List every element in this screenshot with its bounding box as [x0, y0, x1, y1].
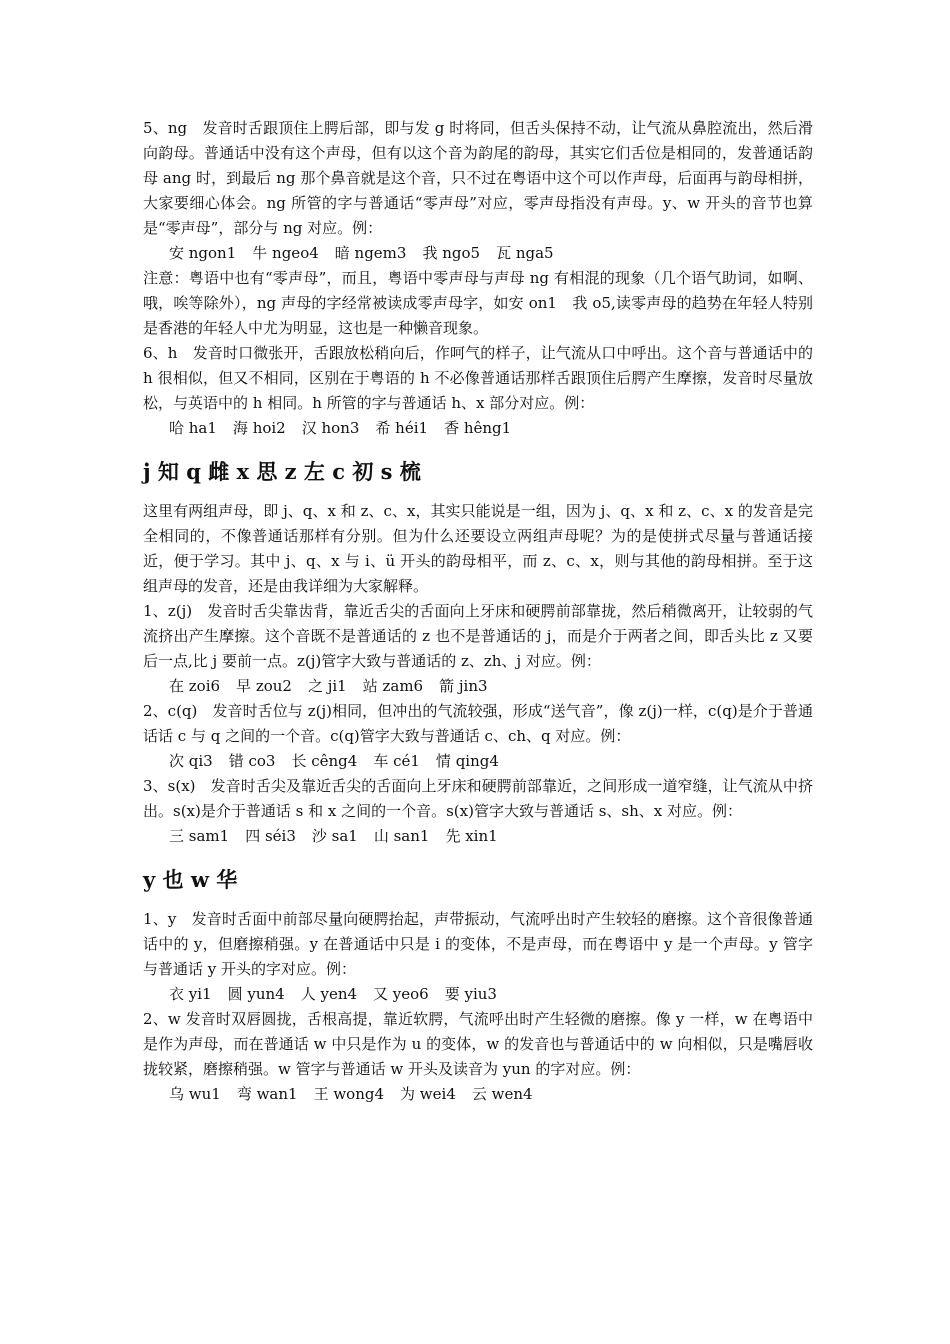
example-item: 海 hoi2 [232, 419, 286, 437]
example-line-y [143, 982, 813, 1007]
example-line-sx [143, 824, 813, 849]
example-item: 站 zam6 [362, 677, 424, 695]
example-item: 我 ngo5 [422, 244, 481, 262]
example-item: 暗 ngem3 [334, 244, 407, 262]
example-item: 三 sam1 [169, 827, 230, 845]
example-item: 在 zoi6 [169, 677, 221, 695]
paragraph-sx: 3、s(x) 发音时舌尖及靠近舌尖的舌面向上牙床和硬腭前部靠近，之间形成一道窄缝，让气流从中挤出。s(x)是介于普通话 s 和 x 之间的一个音。s(x)管字大致与普通话 s、sh、x 对应。例： [143, 777, 813, 820]
example-item: 四 séi3 [245, 827, 296, 845]
example-item: 哈 ha1 [169, 419, 217, 437]
example-item: 安 ngon1 [169, 244, 237, 262]
example-item: 错 co3 [228, 752, 276, 770]
example-item: 希 héi1 [375, 419, 429, 437]
paragraph-ng: 5、ng 发音时舌跟顶住上腭后部，即与发 g 时将同，但舌头保持不动，让气流从鼻腔流出，然后滑向韵母。普通话中没有这个声母，但有以这个音为韵尾的韵母，其实它们舌位是相同的，发普通话韵母 ang 时，到最后 ng 那个鼻音就是这个音，只不过在粤语中这个可以作声母，后面再与韵母相拼，大家要细心体会。ng 所管的字与普通话“零声母”对应，零声母指没有声母。y、w 开头的音节也算是“零声母”，部分与 ng 对应。例： [143, 119, 813, 237]
example-item: 衣 yi1 [169, 985, 212, 1003]
example-line-h [143, 416, 813, 441]
example-item: 云 wen4 [471, 1085, 533, 1103]
example-item: 香 hêng1 [444, 419, 512, 437]
paragraph-note: 注意：粤语中也有“零声母”，而且，粤语中零声母与声母 ng 有相混的现象（几个语气助词，如啊、哦，唉等除外），ng 声母的字经常被读成零声母字，如安 on1 我 o5,读零声母的趋势在年轻人特别是香港的年轻人中尤为明显，这也是一种懒音现象。 [143, 269, 813, 337]
paragraph-intro: 这里有两组声母，即 j、q、x 和 z、c、x，其实只能说是一组，因为 j、q、x 和 z、c、x 的发音是完全相同的，不像普通话那样有分别。但为什么还要设立两组声母呢？为的是使拼式尽量与普通话接近，便于学习。其中 j、q、x 与 i、ü 开头的韵母相平，而 z、c、x，则与其他的韵母相拼。至于这组声母的发音，还是由我详细为大家解释。 [143, 502, 813, 595]
example-line-zj [143, 674, 813, 699]
example-item: 早 zou2 [236, 677, 292, 695]
example-item: 乌 wu1 [169, 1085, 221, 1103]
paragraph-zj: 1、z(j) 发音时舌尖靠齿背，靠近舌尖的舌面向上牙床和硬腭前部靠拢，然后稍微离开，让较弱的气流挤出产生摩擦。这个音既不是普通话的 z 也不是普通话的 j，而是介于两者之间，即舌头比 z 又要后一点,比 j 要前一点。z(j)管字大致与普通话的 z、zh、j 对应。例： [143, 602, 813, 670]
example-item: 圆 yun4 [227, 985, 285, 1003]
paragraph-cq: 2、c(q) 发音时舌位与 z(j)相同，但冲出的气流较强，形成“送气音”，像 z(j)一样，c(q)是介于普通话话 c 与 q 之间的一个音。c(q)管字大致与普通话 c、ch、q 对应。例： [143, 702, 813, 745]
example-item: 先 xin1 [445, 827, 498, 845]
example-item: 为 wei4 [400, 1085, 456, 1103]
example-item: 山 san1 [373, 827, 430, 845]
example-item: 要 yiu3 [444, 985, 497, 1003]
example-item: 次 qi3 [169, 752, 213, 770]
example-item: 车 cé1 [373, 752, 420, 770]
paragraph-h: 6、h 发音时口微张开，舌跟放松稍向后，作呵气的样子，让气流从口中呼出。这个音与普通话中的 h 很相似，但又不相同，区别在于粤语的 h 不必像普通话那样舌跟顶住后腭产生摩擦，发音时尽量放松，与英语中的 h 相同。h 所管的字与普通话 h、x 部分对应。例： [143, 344, 813, 412]
example-item: 情 qing4 [435, 752, 499, 770]
example-line-ng [143, 241, 813, 266]
paragraph-w: 2、w 发音时双唇圆拢，舌根高提，靠近软腭，气流呼出时产生轻微的磨擦。像 y 一样，w 在粤语中是作为声母，而在普通话 w 中只是作为 u 的变体，w 的发音也与普通话中的 w 向相似，只是嘴唇收拢较紧，磨擦稍强。w 管字与普通话 w 开头及读音为 yun 的字对应。例： [143, 1010, 813, 1078]
example-item: 人 yen4 [300, 985, 358, 1003]
example-line-cq [143, 749, 813, 774]
example-item: 牛 ngeo4 [252, 244, 319, 262]
example-item: 弯 wan1 [236, 1085, 298, 1103]
section-heading-yw: y 也 w 华 [143, 867, 238, 892]
example-item: 之 ji1 [307, 677, 347, 695]
example-item: 沙 sa1 [311, 827, 358, 845]
example-item: 瓦 nga5 [496, 244, 554, 262]
example-item: 又 yeo6 [373, 985, 429, 1003]
example-line-w [143, 1082, 813, 1107]
example-item: 箭 jin3 [439, 677, 488, 695]
document-page [143, 116, 813, 1107]
example-item: 汉 hon3 [301, 419, 360, 437]
paragraph-y: 1、y 发音时舌面中前部尽量向硬腭抬起，声带振动，气流呼出时产生较轻的磨擦。这个音很像普通话中的 y，但磨擦稍强。y 在普通话中只是 i 的变体，不是声母，而在粤语中 y 是一个声母。y 管字与普通话 y 开头的字对应。例： [143, 910, 813, 978]
section-heading-jqxzcs: j 知 q 雌 x 思 z 左 c 初 s 梳 [143, 459, 421, 484]
example-item: 王 wong4 [313, 1085, 385, 1103]
example-item: 长 cêng4 [291, 752, 358, 770]
